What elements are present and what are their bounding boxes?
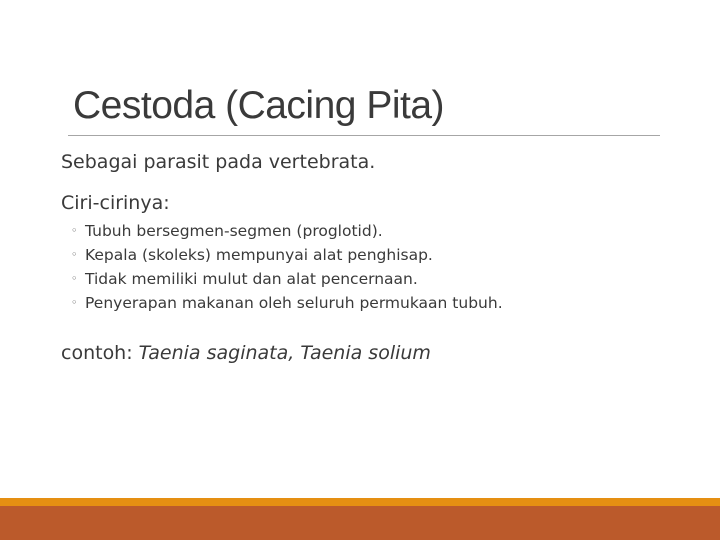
list-item-text: Penyerapan makanan oleh seluruh permukaan tubuh. (85, 294, 503, 312)
bullet-icon: ◦ (71, 248, 78, 261)
list-item (71, 291, 503, 315)
characteristics-heading: Ciri-cirinya: (61, 192, 170, 214)
slide-title: Cestoda (Cacing Pita) (73, 84, 445, 127)
list-item-text: Tubuh bersegmen-segmen (proglotid). (85, 222, 383, 240)
bullet-icon: ◦ (71, 272, 78, 285)
list-item-text: Kepala (skoleks) mempunyai alat penghisap. (85, 246, 433, 264)
example-label: contoh: (61, 342, 139, 364)
example-species: Taenia saginata, Taenia solium (138, 342, 431, 364)
characteristics-list (71, 219, 503, 315)
list-item (71, 219, 503, 243)
footer-accent-band (0, 498, 720, 506)
list-item (71, 243, 503, 267)
list-item (71, 267, 503, 291)
example-line (61, 341, 431, 365)
bullet-icon: ◦ (71, 296, 78, 309)
title-divider (68, 135, 660, 136)
list-item-text: Tidak memiliki mulut dan alat pencernaan. (85, 270, 418, 288)
bullet-icon: ◦ (71, 224, 78, 237)
footer-bar (0, 506, 720, 540)
intro-text: Sebagai parasit pada vertebrata. (61, 151, 376, 173)
